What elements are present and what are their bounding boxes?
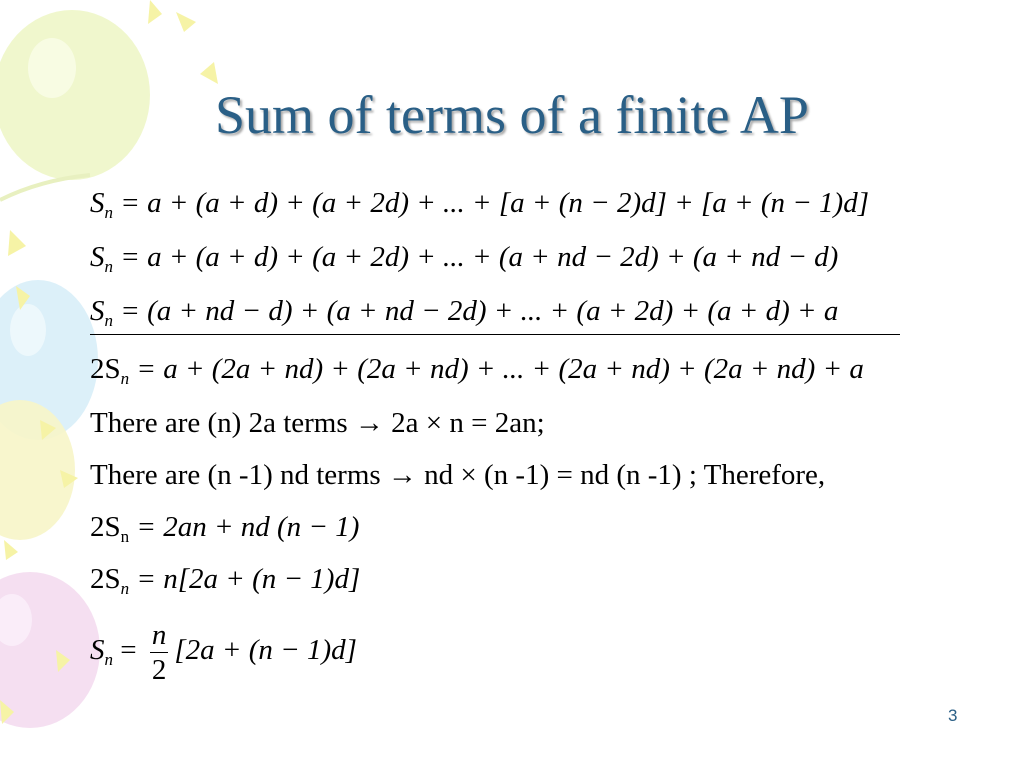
eq-lhs: 2S <box>90 511 121 543</box>
equation-sn-reversed <box>90 294 838 338</box>
eq-rhs: = (a + nd − d) + (a + nd − 2d) + ... + (a + 2d) + (a + d) + a <box>113 295 839 327</box>
equation-sn-simplified <box>90 240 838 284</box>
eq-lhs: 2S <box>90 563 121 595</box>
eq-rhs: = a + (a + d) + (a + 2d) + ... + (a + nd − 2d) + (a + nd − d) <box>113 241 839 273</box>
page-number: 3 <box>948 706 958 725</box>
equation-2sn-factored <box>90 562 360 606</box>
eq-subscript: n <box>120 527 130 546</box>
eq-equals: = <box>113 634 144 667</box>
eq-subscript: n <box>104 650 113 670</box>
eq-subscript: n <box>120 369 130 388</box>
equation-2sn-sum <box>90 352 864 396</box>
eq-lhs: S <box>90 241 105 273</box>
eq-subscript: n <box>104 257 113 276</box>
eq-lhs: 2S <box>90 353 121 385</box>
eq-rhs: = a + (2a + nd) + (2a + nd) + ... + (2a + nd) + (2a + nd) + a <box>129 353 864 385</box>
eq-lhs: S <box>90 295 105 327</box>
eq-lhs: S <box>90 634 105 667</box>
eq-rhs: [2a + (n − 1)d] <box>174 634 357 667</box>
eq-lhs: S <box>90 187 105 219</box>
eq-rhs: = 2an + nd (n − 1) <box>129 511 360 543</box>
equation-sn-expanded <box>90 186 869 230</box>
eq-subscript: n <box>104 203 113 222</box>
fraction-numerator: n <box>151 619 167 651</box>
fraction-n-over-2 <box>150 618 169 687</box>
addition-rule <box>90 334 900 335</box>
eq-subscript: n <box>104 311 113 330</box>
eq-rhs: = a + (a + d) + (a + 2d) + ... + [a + (n − 2)d] + [a + (n − 1)d] <box>113 187 869 219</box>
note-nd-terms: There are (n -1) nd terms → nd × (n -1) = nd (n -1) ; Therefore, <box>90 459 826 491</box>
eq-subscript: n <box>120 579 130 598</box>
equation-sn-formula <box>90 618 357 687</box>
eq-rhs: = n[2a + (n − 1)d] <box>129 563 361 595</box>
slide-title: Sum of terms of a finite AP <box>215 85 809 145</box>
fraction-denominator: 2 <box>151 654 167 686</box>
note-2a-terms: There are (n) 2a terms → 2a × n = 2an; <box>90 407 545 439</box>
equation-2sn-expanded <box>90 510 359 554</box>
